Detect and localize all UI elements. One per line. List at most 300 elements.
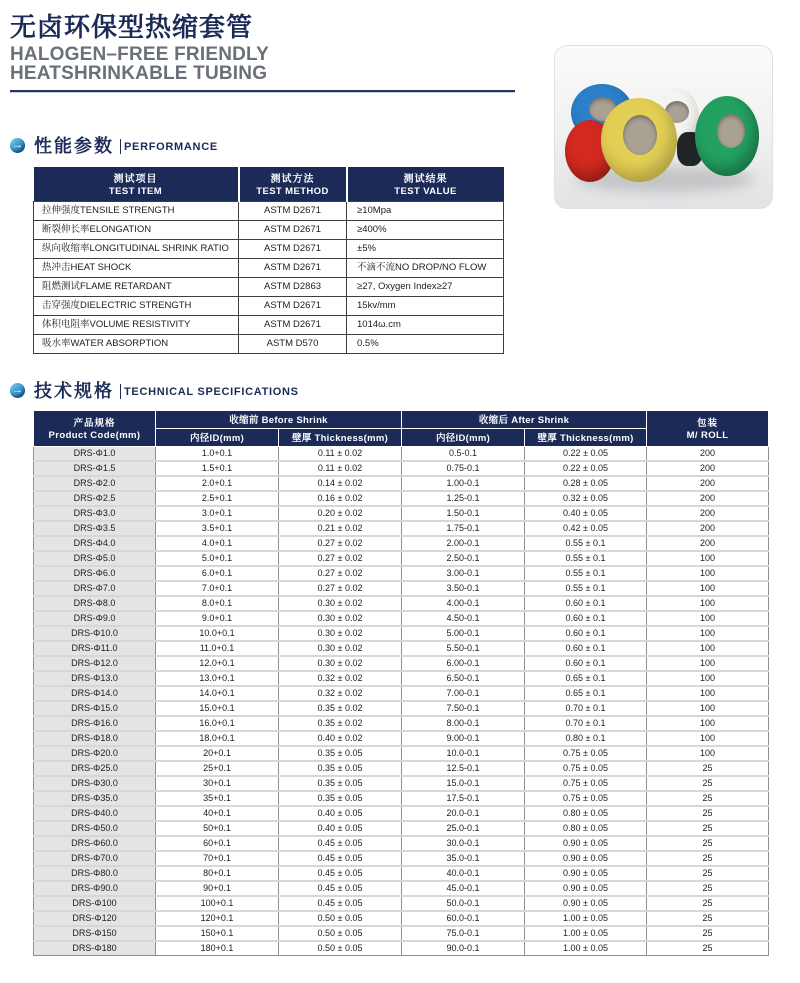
col-test-value [347, 167, 504, 202]
after-thickness-cell: 0.55 ± 0.1 [525, 566, 647, 581]
table-row [34, 551, 769, 566]
before-id-cell: 2.0+0.1 [156, 476, 279, 491]
before-id-cell: 180+0.1 [156, 941, 279, 956]
table-row [34, 491, 769, 506]
before-thickness-cell: 0.11 ± 0.02 [279, 447, 402, 462]
product-code-cell: DRS-Φ20.0 [34, 746, 156, 761]
before-id-cell: 9.0+0.1 [156, 611, 279, 626]
after-thickness-cell: 0.60 ± 0.1 [525, 641, 647, 656]
roll-length-cell: 25 [647, 821, 769, 836]
after-id-cell: 75.0-0.1 [402, 926, 525, 941]
roll-core [623, 115, 657, 155]
before-thickness-cell: 0.45 ± 0.05 [279, 866, 402, 881]
product-code-cell: DRS-Φ9.0 [34, 611, 156, 626]
table-row [34, 941, 769, 956]
product-code-cell: DRS-Φ1.5 [34, 461, 156, 476]
before-id-cell: 1.0+0.1 [156, 447, 279, 462]
before-id-cell: 30+0.1 [156, 776, 279, 791]
col-test-method-cn: 测试方法 [270, 174, 315, 185]
after-thickness-cell: 0.80 ± 0.05 [525, 806, 647, 821]
test-value-cell: ≥400% [347, 221, 504, 240]
performance-title-cn: 性能参数 [34, 136, 114, 156]
table-row [34, 671, 769, 686]
before-thickness-cell: 0.30 ± 0.02 [279, 611, 402, 626]
after-thickness-cell: 0.42 ± 0.05 [525, 521, 647, 536]
roll-length-cell: 100 [647, 746, 769, 761]
roll-length-cell: 25 [647, 896, 769, 911]
product-code-cell: DRS-Φ18.0 [34, 731, 156, 746]
after-id-cell: 1.25-0.1 [402, 491, 525, 506]
product-code-cell: DRS-Φ4.0 [34, 536, 156, 551]
table-row [34, 476, 769, 491]
test-method-cell: ASTM D2671 [239, 259, 347, 278]
before-thickness-cell: 0.40 ± 0.05 [279, 821, 402, 836]
after-thickness-cell: 0.60 ± 0.1 [525, 626, 647, 641]
test-method-cell: ASTM D2671 [239, 221, 347, 240]
after-id-cell: 20.0-0.1 [402, 806, 525, 821]
col-test-method [239, 167, 347, 202]
before-thickness-cell: 0.35 ± 0.02 [279, 701, 402, 716]
before-thickness-cell: 0.16 ± 0.02 [279, 491, 402, 506]
after-id-cell: 30.0-0.1 [402, 836, 525, 851]
product-code-cell: DRS-Φ35.0 [34, 791, 156, 806]
roll-length-cell: 25 [647, 851, 769, 866]
product-code-cell: DRS-Φ120 [34, 911, 156, 926]
roll-length-cell: 25 [647, 806, 769, 821]
after-id-cell: 8.00-0.1 [402, 716, 525, 731]
table-row [34, 447, 769, 462]
after-thickness-cell: 0.40 ± 0.05 [525, 506, 647, 521]
specs-header-row-1 [34, 411, 769, 429]
after-thickness-cell: 0.70 ± 0.1 [525, 716, 647, 731]
after-thickness-cell: 0.75 ± 0.05 [525, 791, 647, 806]
table-row [34, 881, 769, 896]
after-id-cell: 5.50-0.1 [402, 641, 525, 656]
before-thickness-cell: 0.35 ± 0.02 [279, 716, 402, 731]
before-id-cell: 150+0.1 [156, 926, 279, 941]
test-item-cell: 击穿强度DIELECTRIC STRENGTH [34, 297, 239, 316]
col-test-method-en: TEST METHOD [256, 186, 329, 197]
after-id-cell: 45.0-0.1 [402, 881, 525, 896]
performance-table-head [34, 167, 504, 202]
test-value-cell: 15kv/mm [347, 297, 504, 316]
before-thickness-cell: 0.30 ± 0.02 [279, 626, 402, 641]
tubing-roll-green [695, 96, 759, 176]
roll-length-cell: 100 [647, 731, 769, 746]
before-thickness-cell: 0.27 ± 0.02 [279, 566, 402, 581]
before-thickness-cell: 0.27 ± 0.02 [279, 581, 402, 596]
product-code-cell: DRS-Φ80.0 [34, 866, 156, 881]
product-code-cell: DRS-Φ3.0 [34, 506, 156, 521]
col-after-shrink: 收缩后 After Shrink [402, 411, 647, 429]
table-row [34, 297, 504, 316]
table-row [34, 746, 769, 761]
table-row [34, 866, 769, 881]
roll-length-cell: 25 [647, 836, 769, 851]
table-row [34, 611, 769, 626]
col-before-shrink: 收缩前 Before Shrink [156, 411, 402, 429]
test-item-cell: 纵向收缩率LONGITUDINAL SHRINK RATIO [34, 240, 239, 259]
col-test-item-cn: 测试项目 [113, 174, 158, 185]
before-id-cell: 3.5+0.1 [156, 521, 279, 536]
page-title: 无卤环保型热缩套管 [10, 12, 254, 42]
product-code-cell: DRS-Φ5.0 [34, 551, 156, 566]
before-thickness-cell: 0.45 ± 0.05 [279, 836, 402, 851]
test-value-cell: 0.5% [347, 335, 504, 354]
before-thickness-cell: 0.14 ± 0.02 [279, 476, 402, 491]
product-code-cell: DRS-Φ7.0 [34, 581, 156, 596]
col-package [647, 411, 769, 447]
before-id-cell: 6.0+0.1 [156, 566, 279, 581]
test-method-cell: ASTM D570 [239, 335, 347, 354]
before-id-cell: 70+0.1 [156, 851, 279, 866]
test-method-cell: ASTM D2671 [239, 202, 347, 221]
after-id-cell: 2.50-0.1 [402, 551, 525, 566]
table-row [34, 836, 769, 851]
after-id-cell: 1.00-0.1 [402, 476, 525, 491]
after-id-cell: 12.5-0.1 [402, 761, 525, 776]
before-thickness-cell: 0.27 ± 0.02 [279, 551, 402, 566]
table-row [34, 240, 504, 259]
after-id-cell: 7.50-0.1 [402, 701, 525, 716]
before-thickness-cell: 0.40 ± 0.02 [279, 731, 402, 746]
header [0, 12, 800, 93]
product-code-cell: DRS-Φ16.0 [34, 716, 156, 731]
roll-length-cell: 25 [647, 866, 769, 881]
table-row [34, 791, 769, 806]
before-id-cell: 120+0.1 [156, 911, 279, 926]
after-id-cell: 90.0-0.1 [402, 941, 525, 956]
specs-table-head [34, 411, 769, 447]
before-id-cell: 3.0+0.1 [156, 506, 279, 521]
test-item-cell: 热冲击HEAT SHOCK [34, 259, 239, 278]
roll-length-cell: 100 [647, 641, 769, 656]
col-thickness-after: 壁厚 Thickness(mm) [525, 429, 647, 447]
page [0, 12, 800, 983]
roll-length-cell: 200 [647, 536, 769, 551]
after-id-cell: 3.00-0.1 [402, 566, 525, 581]
before-thickness-cell: 0.32 ± 0.02 [279, 671, 402, 686]
roll-length-cell: 200 [647, 506, 769, 521]
before-id-cell: 50+0.1 [156, 821, 279, 836]
before-id-cell: 15.0+0.1 [156, 701, 279, 716]
table-row [34, 806, 769, 821]
roll-length-cell: 100 [647, 626, 769, 641]
table-row [34, 731, 769, 746]
table-row [34, 701, 769, 716]
after-id-cell: 17.5-0.1 [402, 791, 525, 806]
after-id-cell: 15.0-0.1 [402, 776, 525, 791]
test-method-cell: ASTM D2671 [239, 297, 347, 316]
test-item-cell: 阻燃测试FLAME RETARDANT [34, 278, 239, 297]
table-row [34, 278, 504, 297]
before-id-cell: 11.0+0.1 [156, 641, 279, 656]
before-thickness-cell: 0.50 ± 0.05 [279, 926, 402, 941]
roll-length-cell: 100 [647, 686, 769, 701]
after-id-cell: 3.50-0.1 [402, 581, 525, 596]
after-thickness-cell: 0.22 ± 0.05 [525, 461, 647, 476]
roll-length-cell: 100 [647, 611, 769, 626]
before-id-cell: 35+0.1 [156, 791, 279, 806]
after-thickness-cell: 1.00 ± 0.05 [525, 911, 647, 926]
performance-title-en: PERFORMANCE [124, 140, 218, 153]
before-id-cell: 4.0+0.1 [156, 536, 279, 551]
performance-table [33, 167, 504, 354]
after-thickness-cell: 0.70 ± 0.1 [525, 701, 647, 716]
product-code-cell: DRS-Φ50.0 [34, 821, 156, 836]
before-thickness-cell: 0.45 ± 0.05 [279, 881, 402, 896]
product-photo [554, 45, 773, 209]
table-row [34, 716, 769, 731]
before-thickness-cell: 0.21 ± 0.02 [279, 521, 402, 536]
after-id-cell: 1.50-0.1 [402, 506, 525, 521]
roll-length-cell: 25 [647, 791, 769, 806]
product-code-cell: DRS-Φ100 [34, 896, 156, 911]
test-value-cell: ≥27, Oxygen Index≥27 [347, 278, 504, 297]
table-row [34, 521, 769, 536]
before-id-cell: 16.0+0.1 [156, 716, 279, 731]
table-row [34, 911, 769, 926]
specs-title-cn: 技术规格 [34, 381, 114, 401]
before-id-cell: 100+0.1 [156, 896, 279, 911]
roll-length-cell: 100 [647, 701, 769, 716]
roll-length-cell: 100 [647, 581, 769, 596]
after-thickness-cell: 0.75 ± 0.05 [525, 746, 647, 761]
before-thickness-cell: 0.35 ± 0.05 [279, 761, 402, 776]
after-thickness-cell: 0.90 ± 0.05 [525, 896, 647, 911]
roll-length-cell: 100 [647, 671, 769, 686]
before-thickness-cell: 0.40 ± 0.05 [279, 806, 402, 821]
after-thickness-cell: 0.55 ± 0.1 [525, 536, 647, 551]
before-id-cell: 2.5+0.1 [156, 491, 279, 506]
product-code-cell: DRS-Φ60.0 [34, 836, 156, 851]
after-thickness-cell: 0.28 ± 0.05 [525, 476, 647, 491]
after-thickness-cell: 1.00 ± 0.05 [525, 941, 647, 956]
test-item-cell: 拉伸强度TENSILE STRENGTH [34, 202, 239, 221]
after-thickness-cell: 0.65 ± 0.1 [525, 686, 647, 701]
table-row [34, 506, 769, 521]
col-id-after: 内径ID(mm) [402, 429, 525, 447]
specs-section [0, 380, 800, 956]
after-id-cell: 6.00-0.1 [402, 656, 525, 671]
roll-length-cell: 25 [647, 881, 769, 896]
before-id-cell: 14.0+0.1 [156, 686, 279, 701]
after-id-cell: 2.00-0.1 [402, 536, 525, 551]
after-id-cell: 5.00-0.1 [402, 626, 525, 641]
after-id-cell: 1.75-0.1 [402, 521, 525, 536]
table-row [34, 926, 769, 941]
roll-length-cell: 200 [647, 521, 769, 536]
table-row [34, 335, 504, 354]
roll-core [717, 114, 745, 148]
col-test-item [34, 167, 239, 202]
col-product-code [34, 411, 156, 447]
after-thickness-cell: 0.65 ± 0.1 [525, 671, 647, 686]
col-product-code-en: Product Code(mm) [48, 430, 141, 441]
roll-length-cell: 100 [647, 566, 769, 581]
product-code-cell: DRS-Φ30.0 [34, 776, 156, 791]
roll-length-cell: 100 [647, 656, 769, 671]
after-thickness-cell: 0.32 ± 0.05 [525, 491, 647, 506]
arrow-bullet-icon: → [12, 138, 23, 151]
table-row [34, 776, 769, 791]
before-thickness-cell: 0.50 ± 0.05 [279, 941, 402, 956]
before-thickness-cell: 0.50 ± 0.05 [279, 911, 402, 926]
after-id-cell: 9.00-0.1 [402, 731, 525, 746]
roll-length-cell: 100 [647, 716, 769, 731]
col-test-value-en: TEST VALUE [394, 186, 457, 197]
after-thickness-cell: 0.55 ± 0.1 [525, 581, 647, 596]
after-id-cell: 6.50-0.1 [402, 671, 525, 686]
product-code-cell: DRS-Φ25.0 [34, 761, 156, 776]
roll-length-cell: 100 [647, 551, 769, 566]
before-thickness-cell: 0.35 ± 0.05 [279, 776, 402, 791]
before-id-cell: 8.0+0.1 [156, 596, 279, 611]
col-thickness-before: 壁厚 Thickness(mm) [279, 429, 402, 447]
table-row [34, 821, 769, 836]
product-code-cell: DRS-Φ40.0 [34, 806, 156, 821]
after-id-cell: 60.0-0.1 [402, 911, 525, 926]
section-title-divider [120, 139, 121, 154]
after-thickness-cell: 0.90 ± 0.05 [525, 881, 647, 896]
after-thickness-cell: 0.80 ± 0.05 [525, 821, 647, 836]
after-thickness-cell: 0.60 ± 0.1 [525, 596, 647, 611]
test-item-cell: 断裂伸长率ELONGATION [34, 221, 239, 240]
specs-section-header [10, 380, 800, 400]
table-row [34, 536, 769, 551]
before-id-cell: 1.5+0.1 [156, 461, 279, 476]
after-thickness-cell: 0.75 ± 0.05 [525, 776, 647, 791]
table-row [34, 566, 769, 581]
product-code-cell: DRS-Φ14.0 [34, 686, 156, 701]
before-id-cell: 13.0+0.1 [156, 671, 279, 686]
before-thickness-cell: 0.20 ± 0.02 [279, 506, 402, 521]
before-id-cell: 12.0+0.1 [156, 656, 279, 671]
after-thickness-cell: 0.22 ± 0.05 [525, 447, 647, 462]
after-id-cell: 0.5-0.1 [402, 447, 525, 462]
roll-length-cell: 200 [647, 476, 769, 491]
test-value-cell: 不滴不流NO DROP/NO FLOW [347, 259, 504, 278]
table-row [34, 581, 769, 596]
section-title-divider [120, 384, 121, 399]
after-id-cell: 40.0-0.1 [402, 866, 525, 881]
col-product-code-cn: 产品规格 [73, 418, 116, 429]
specs-table [33, 410, 769, 956]
arrow-bullet-icon: → [12, 383, 23, 396]
after-id-cell: 0.75-0.1 [402, 461, 525, 476]
table-row [34, 896, 769, 911]
after-id-cell: 4.50-0.1 [402, 611, 525, 626]
before-id-cell: 10.0+0.1 [156, 626, 279, 641]
test-value-cell: 1014ω.cm [347, 316, 504, 335]
table-row [34, 202, 504, 221]
before-id-cell: 18.0+0.1 [156, 731, 279, 746]
table-row [34, 221, 504, 240]
before-thickness-cell: 0.35 ± 0.05 [279, 746, 402, 761]
after-thickness-cell: 0.60 ± 0.1 [525, 611, 647, 626]
product-code-cell: DRS-Φ90.0 [34, 881, 156, 896]
roll-length-cell: 25 [647, 776, 769, 791]
after-thickness-cell: 0.90 ± 0.05 [525, 836, 647, 851]
after-thickness-cell: 0.60 ± 0.1 [525, 656, 647, 671]
before-thickness-cell: 0.45 ± 0.05 [279, 896, 402, 911]
after-thickness-cell: 0.55 ± 0.1 [525, 551, 647, 566]
product-code-cell: DRS-Φ11.0 [34, 641, 156, 656]
col-package-cn: 包装 [697, 418, 719, 429]
before-thickness-cell: 0.45 ± 0.05 [279, 851, 402, 866]
before-thickness-cell: 0.11 ± 0.02 [279, 461, 402, 476]
product-code-cell: DRS-Φ12.0 [34, 656, 156, 671]
roll-length-cell: 25 [647, 941, 769, 956]
specs-table-body [34, 447, 769, 956]
roll-length-cell: 200 [647, 461, 769, 476]
page-subtitle-line1: HALOGEN–FREE FRIENDLY [10, 44, 269, 65]
product-code-cell: DRS-Φ15.0 [34, 701, 156, 716]
after-id-cell: 25.0-0.1 [402, 821, 525, 836]
product-code-cell: DRS-Φ10.0 [34, 626, 156, 641]
test-method-cell: ASTM D2863 [239, 278, 347, 297]
before-id-cell: 7.0+0.1 [156, 581, 279, 596]
after-thickness-cell: 0.75 ± 0.05 [525, 761, 647, 776]
test-method-cell: ASTM D2671 [239, 240, 347, 259]
product-code-cell: DRS-Φ1.0 [34, 447, 156, 462]
page-subtitle-line2: HEATSHRINKABLE TUBING [10, 63, 268, 84]
before-thickness-cell: 0.32 ± 0.02 [279, 686, 402, 701]
table-row [34, 641, 769, 656]
before-id-cell: 5.0+0.1 [156, 551, 279, 566]
after-id-cell: 50.0-0.1 [402, 896, 525, 911]
product-code-cell: DRS-Φ2.5 [34, 491, 156, 506]
col-test-value-cn: 测试结果 [403, 174, 448, 185]
col-id-before: 内径ID(mm) [156, 429, 279, 447]
before-thickness-cell: 0.30 ± 0.02 [279, 596, 402, 611]
table-row [34, 316, 504, 335]
test-item-cell: 吸水率WATER ABSORPTION [34, 335, 239, 354]
product-code-cell: DRS-Φ180 [34, 941, 156, 956]
roll-length-cell: 25 [647, 761, 769, 776]
table-row [34, 461, 769, 476]
specs-title-en: TECHNICAL SPECIFICATIONS [124, 385, 299, 398]
table-row [34, 626, 769, 641]
after-id-cell: 7.00-0.1 [402, 686, 525, 701]
product-code-cell: DRS-Φ70.0 [34, 851, 156, 866]
before-id-cell: 25+0.1 [156, 761, 279, 776]
product-code-cell: DRS-Φ8.0 [34, 596, 156, 611]
roll-length-cell: 200 [647, 447, 769, 462]
before-thickness-cell: 0.30 ± 0.02 [279, 641, 402, 656]
after-id-cell: 35.0-0.1 [402, 851, 525, 866]
roll-length-cell: 25 [647, 911, 769, 926]
table-row [34, 259, 504, 278]
after-id-cell: 4.00-0.1 [402, 596, 525, 611]
table-row [34, 596, 769, 611]
table-row [34, 761, 769, 776]
product-code-cell: DRS-Φ3.5 [34, 521, 156, 536]
before-id-cell: 90+0.1 [156, 881, 279, 896]
test-method-cell: ASTM D2671 [239, 316, 347, 335]
roll-length-cell: 25 [647, 926, 769, 941]
test-item-cell: 体积电阻率VOLUME RESISTIVITY [34, 316, 239, 335]
before-thickness-cell: 0.27 ± 0.02 [279, 536, 402, 551]
after-thickness-cell: 0.80 ± 0.1 [525, 731, 647, 746]
product-code-cell: DRS-Φ150 [34, 926, 156, 941]
product-code-cell: DRS-Φ2.0 [34, 476, 156, 491]
roll-length-cell: 100 [647, 596, 769, 611]
after-thickness-cell: 1.00 ± 0.05 [525, 926, 647, 941]
after-id-cell: 10.0-0.1 [402, 746, 525, 761]
performance-table-body [34, 202, 504, 354]
before-thickness-cell: 0.35 ± 0.05 [279, 791, 402, 806]
